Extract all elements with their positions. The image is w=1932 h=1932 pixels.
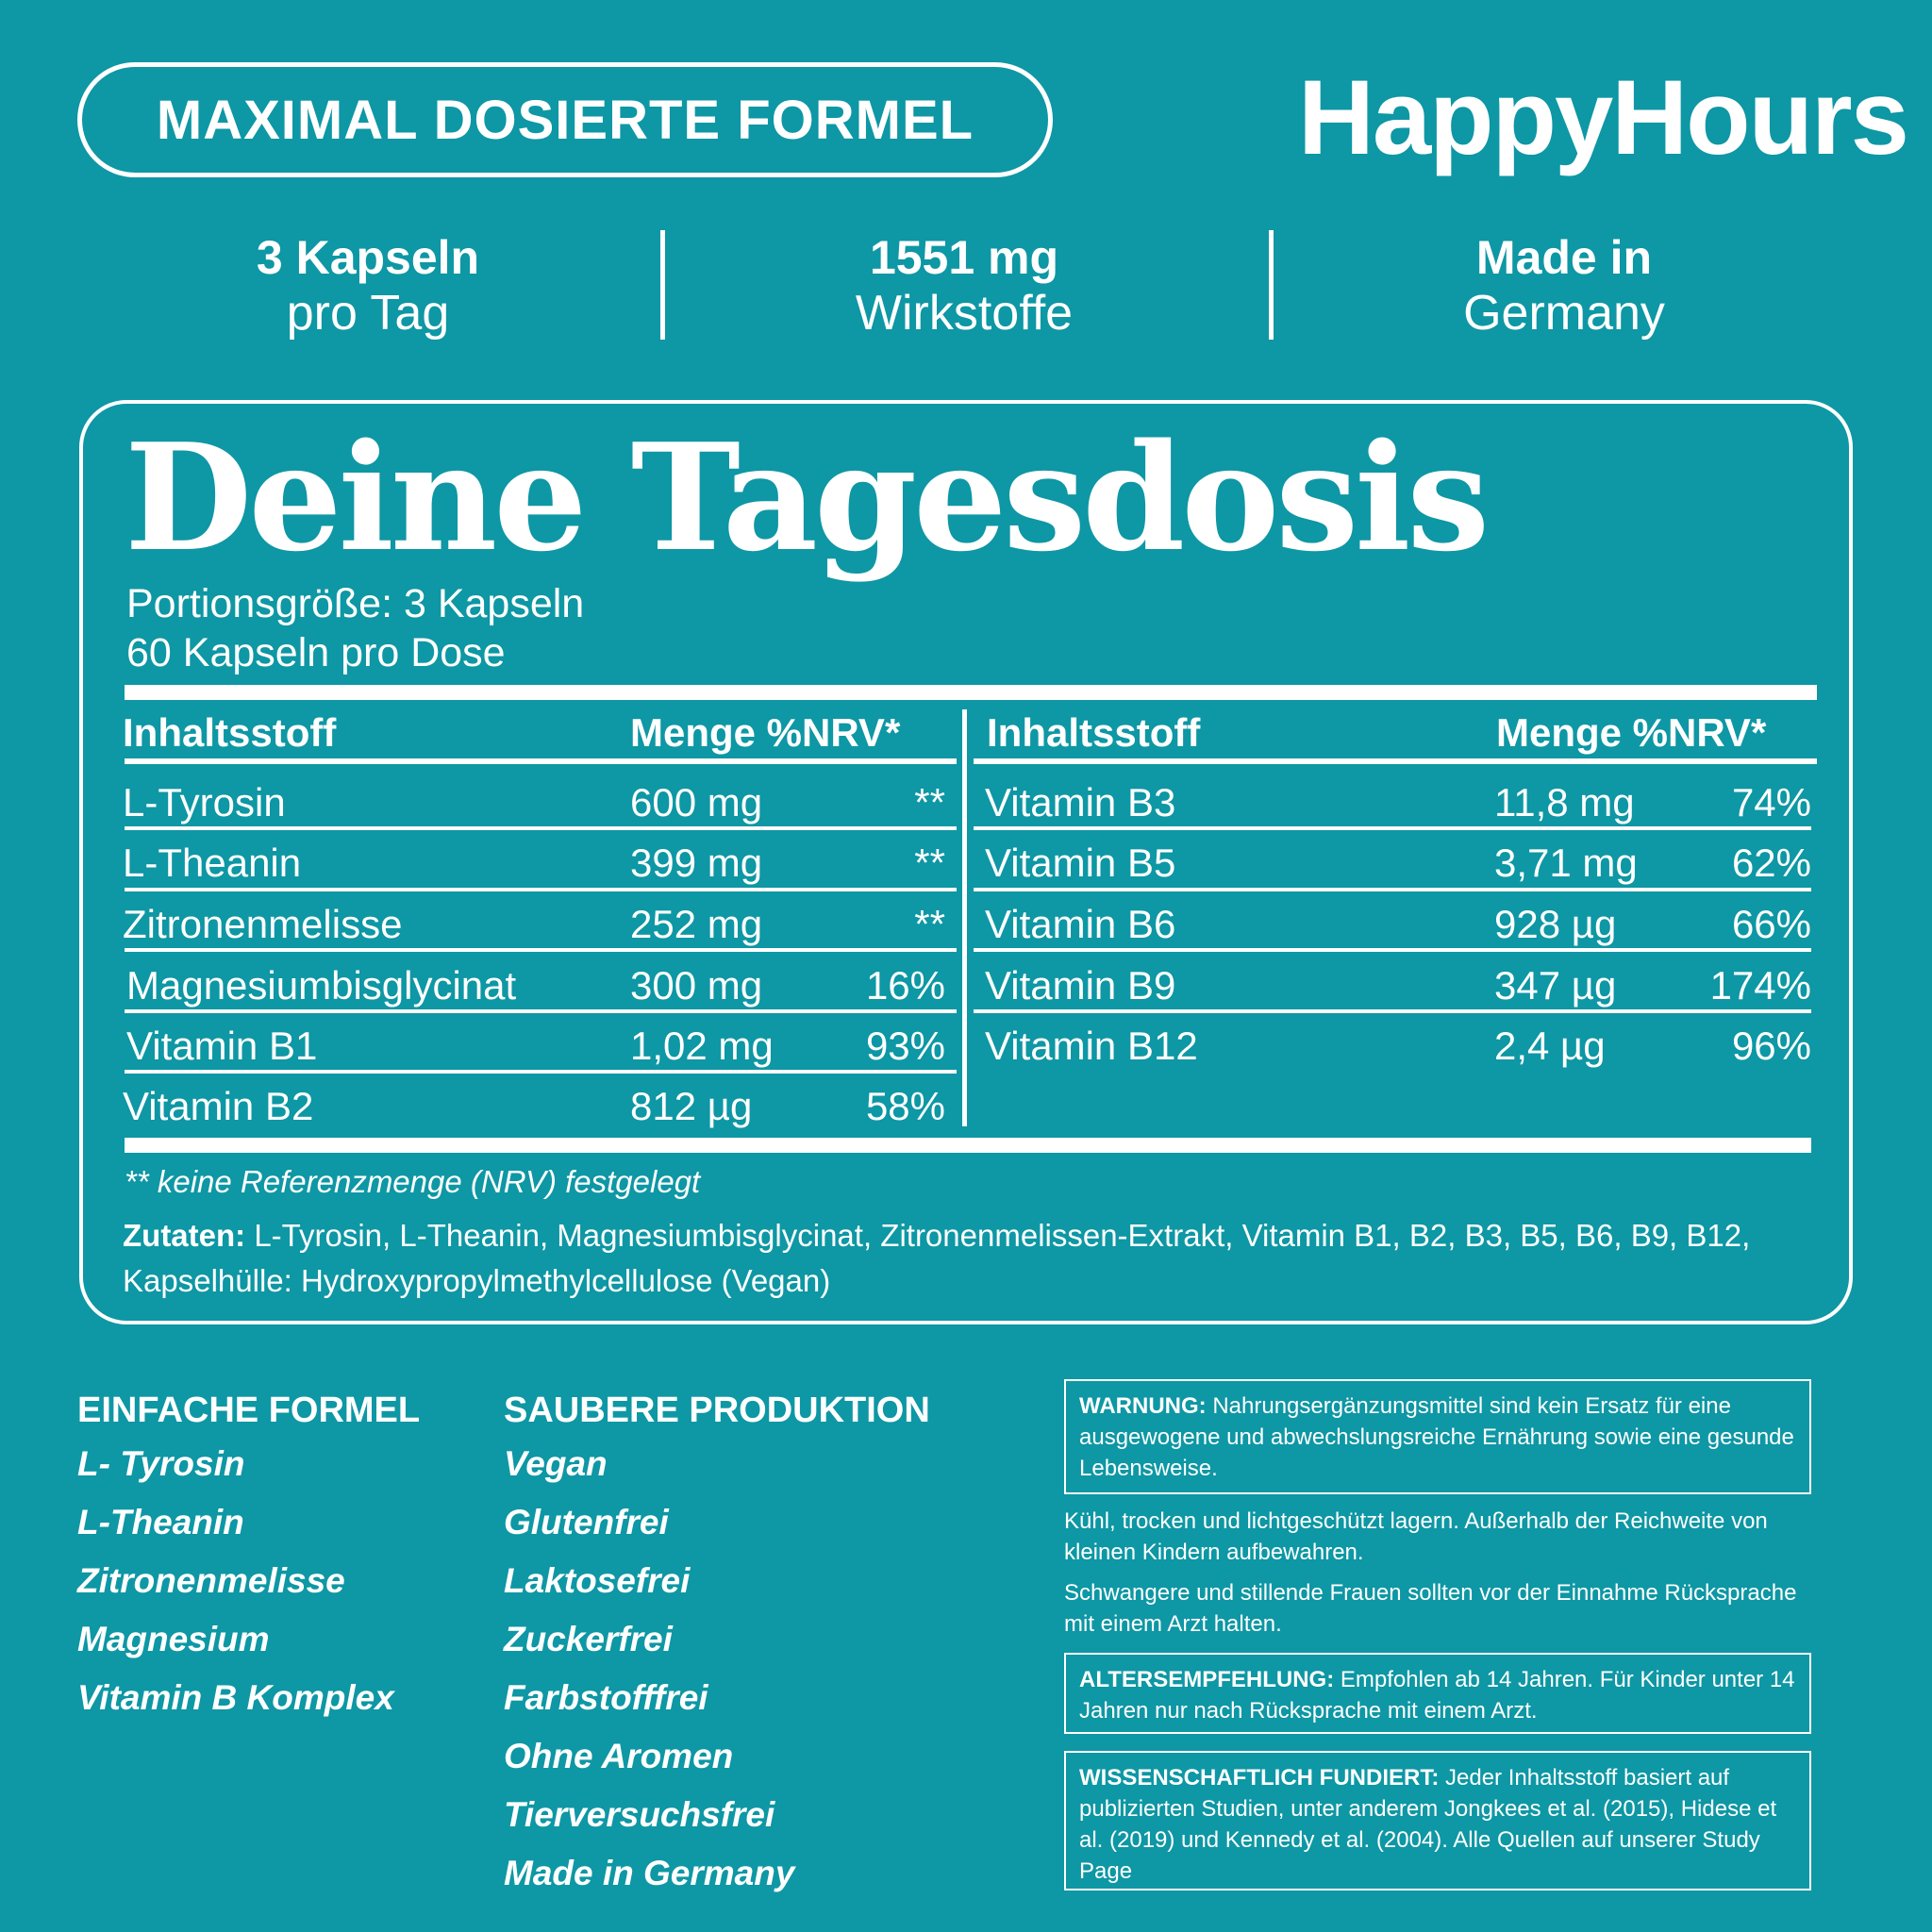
production-item: Glutenfrei	[504, 1503, 669, 1541]
stat-divider	[660, 230, 665, 340]
ingredient-amount: 1,02 mg	[630, 1024, 774, 1068]
ingredient-nrv: 62%	[1731, 841, 1811, 885]
formula-item: L-Theanin	[77, 1503, 244, 1541]
header-ingredient-right: Inhaltsstoff	[987, 710, 1201, 755]
ingredient-nrv: 96%	[1731, 1024, 1811, 1068]
ingredients-label: Zutaten:	[123, 1218, 246, 1253]
production-item: Zuckerfrei	[504, 1620, 673, 1658]
ingredient-amount: 11,8 mg	[1494, 780, 1635, 824]
ingredients-list	[123, 1213, 1821, 1304]
ingredient-amount: 3,71 mg	[1494, 841, 1638, 885]
header-ingredient-left: Inhaltsstoff	[123, 710, 337, 755]
nrv-footnote: ** keine Referenzmenge (NRV) festgelegt	[125, 1164, 701, 1199]
stat-capsules	[123, 230, 613, 341]
ingredients-text: L-Tyrosin, L-Theanin, Magnesiumbisglycinat, Zitronenmelissen-Extrakt, Vitamin B1, B2, B3, B5, B6, B9, B12, Kapselhülle: Hydroxypropylmethylcellulose (Vegan)	[123, 1218, 1751, 1298]
row-rule	[125, 826, 957, 830]
table-column-divider	[962, 709, 967, 1126]
ingredient-nrv: **	[914, 780, 945, 824]
ingredient-nrv: 58%	[865, 1084, 945, 1128]
table-bottom-rule	[125, 1138, 1811, 1153]
card-title: Deine Tagesdosis	[125, 411, 1487, 584]
science-text: Jeder Inhaltsstoff basiert auf publizierten Studien, unter anderem Jongkees et al. (2015), Hidese et al. (2019) und Kennedy et al. (2004). Alle Quellen auf unserer Study Page	[1079, 1765, 1777, 1884]
stat-active-label: Wirkstoffe	[855, 286, 1074, 341]
ingredient-nrv: **	[914, 902, 945, 946]
production-item: Made in Germany	[504, 1854, 795, 1892]
formula-badge-label: MAXIMAL DOSIERTE FORMEL	[156, 89, 974, 151]
table-top-rule	[125, 685, 1817, 700]
formula-item: Zitronenmelisse	[77, 1561, 345, 1600]
formula-item: L- Tyrosin	[77, 1444, 245, 1483]
pregnancy-note: Schwangere und stillende Frauen sollten vor der Einnahme Rücksprache mit einem Arzt halten.	[1064, 1580, 1797, 1637]
ingredient-name: Vitamin B1	[126, 1024, 318, 1068]
portion-size: Portionsgröße: 3 Kapseln	[126, 581, 585, 626]
header-amount-nrv-left: Menge %NRV*	[630, 710, 901, 755]
production-column	[504, 1391, 930, 1903]
ingredient-name: Zitronenmelisse	[123, 902, 403, 946]
formula-badge	[77, 62, 1053, 177]
ingredient-amount: 252 mg	[630, 902, 763, 946]
ingredient-name: L-Tyrosin	[123, 780, 286, 824]
ingredient-amount: 300 mg	[630, 963, 763, 1008]
formula-item: Magnesium	[77, 1620, 270, 1658]
ingredient-name: L-Theanin	[123, 841, 302, 885]
ingredient-name: Vitamin B6	[985, 902, 1176, 946]
ingredient-name: Vitamin B3	[985, 780, 1176, 824]
production-item: Tierversuchsfrei	[504, 1795, 775, 1834]
production-heading: SAUBERE PRODUKTION	[504, 1391, 930, 1430]
production-item: Farbstofffrei	[504, 1678, 708, 1717]
row-rule	[974, 826, 1811, 830]
ingredient-amount: 399 mg	[630, 841, 763, 885]
row-rule	[125, 1070, 957, 1074]
ingredient-nrv: 174%	[1709, 963, 1811, 1008]
ingredient-name: Vitamin B9	[985, 963, 1176, 1008]
ingredient-nrv: 16%	[865, 963, 945, 1008]
age-text: Empfohlen ab 14 Jahren. Für Kinder unter 14 Jahren nur nach Rücksprache mit einem Arzt.	[1079, 1667, 1795, 1724]
stat-capsules-value: 3 Kapseln	[256, 231, 480, 284]
row-rule	[974, 1009, 1811, 1013]
science-box	[1064, 1751, 1811, 1890]
warning-label: WARNUNG:	[1079, 1393, 1207, 1419]
warning-text: Nahrungsergänzungsmittel sind kein Ersatz für eine ausgewogene und abwechslungsreiche Ernährung sowie eine gesunde Lebensweise.	[1079, 1393, 1794, 1481]
ingredient-nrv: **	[914, 841, 945, 885]
ingredient-nrv: 66%	[1731, 902, 1811, 946]
stat-active-ingredients	[719, 230, 1209, 341]
age-recommendation-box	[1064, 1653, 1811, 1734]
age-label: ALTERSEMPFEHLUNG:	[1079, 1667, 1335, 1692]
brand-logo: HappyHours	[1298, 58, 1907, 176]
production-item: Laktosefrei	[504, 1561, 691, 1600]
row-rule	[125, 888, 957, 891]
formula-heading: EINFACHE FORMEL	[77, 1391, 421, 1430]
stat-origin	[1319, 230, 1809, 341]
ingredient-nrv: 74%	[1731, 780, 1811, 824]
row-rule	[125, 948, 957, 952]
storage-note: Kühl, trocken und lichtgeschützt lagern. Außerhalb der Reichweite von kleinen Kindern aufbewahren.	[1064, 1508, 1768, 1565]
ingredient-amount: 600 mg	[630, 780, 763, 824]
formula-column	[77, 1391, 420, 1727]
stat-active-value: 1551 mg	[869, 231, 1059, 284]
stat-origin-label: Germany	[1463, 286, 1665, 341]
science-label: WISSENSCHAFTLICH FUNDIERT:	[1079, 1765, 1440, 1790]
ingredient-amount: 347 µg	[1494, 963, 1617, 1008]
ingredient-name: Vitamin B5	[985, 841, 1176, 885]
ingredient-name: Vitamin B12	[985, 1024, 1198, 1068]
ingredient-amount: 928 µg	[1494, 902, 1617, 946]
stat-capsules-label: pro Tag	[286, 286, 450, 341]
ingredient-amount: 812 µg	[630, 1084, 753, 1128]
portion-info	[126, 579, 584, 677]
formula-item: Vitamin B Komplex	[77, 1678, 394, 1717]
ingredient-amount: 2,4 µg	[1494, 1024, 1606, 1068]
table-header-rule	[974, 758, 1817, 764]
capsules-per-can: 60 Kapseln pro Dose	[126, 630, 506, 675]
production-item: Ohne Aromen	[504, 1737, 734, 1775]
production-item: Vegan	[504, 1444, 608, 1483]
row-rule	[125, 1009, 957, 1013]
stat-origin-value: Made in	[1475, 231, 1653, 284]
header-amount-nrv-right: Menge %NRV*	[1496, 710, 1767, 755]
ingredient-name: Vitamin B2	[123, 1084, 314, 1128]
table-header-rule	[125, 758, 957, 764]
ingredient-nrv: 93%	[865, 1024, 945, 1068]
ingredient-name: Magnesiumbisglycinat	[126, 963, 517, 1008]
warning-box	[1064, 1379, 1811, 1494]
row-rule	[974, 888, 1811, 891]
stat-divider	[1269, 230, 1274, 340]
row-rule	[974, 948, 1811, 952]
